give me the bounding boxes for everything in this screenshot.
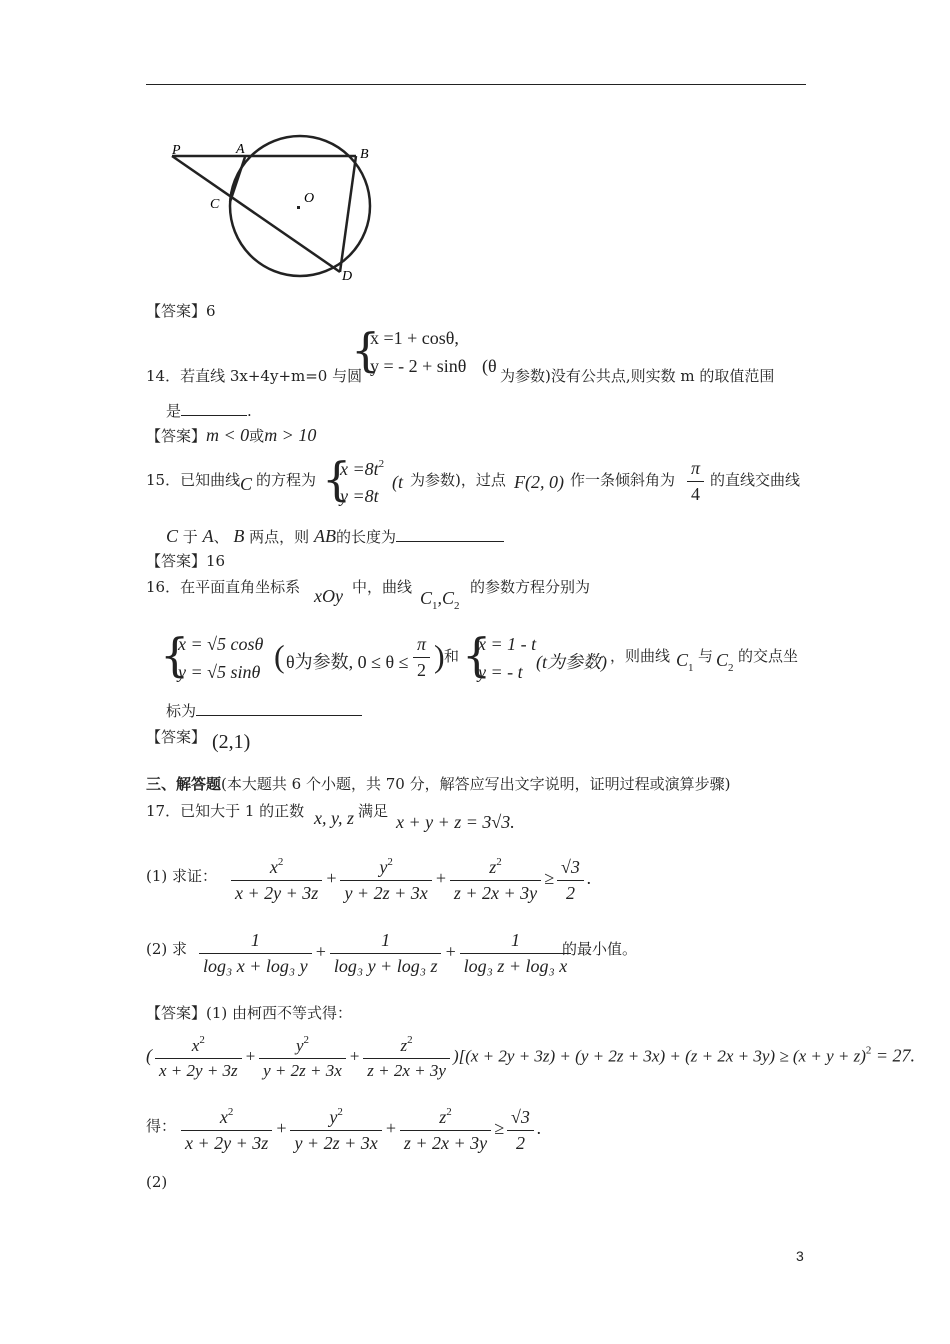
- q17-p2-end: (2): [146, 1173, 168, 1191]
- q17-line1: [146, 801, 304, 821]
- q17-p2-g2-num: 1: [330, 930, 442, 954]
- q16-line1: [146, 577, 300, 597]
- q15-B: B: [233, 526, 245, 546]
- q16-xOy: xOy: [314, 586, 343, 606]
- q17-num: 17．: [146, 802, 181, 820]
- label-B: B: [360, 147, 369, 162]
- q15-num: 15．: [146, 471, 181, 489]
- q16-text-f: 的交点坐: [738, 647, 799, 665]
- q17-answer-line: [146, 1003, 352, 1023]
- q14-eq1: x =1 + cosθ,: [370, 328, 459, 348]
- q14-blank: [181, 401, 247, 416]
- q15-text-a: 已知曲线: [180, 471, 241, 489]
- q17-p1-f1-den: x + 2y + 3z: [235, 883, 319, 903]
- q17-p1-f3-den: z + 2x + 3y: [453, 883, 538, 903]
- q14-num: 14．: [146, 367, 181, 385]
- q16-c1-frac: [410, 634, 433, 681]
- q16-c1-eq1: x = √5 cosθ: [178, 634, 264, 654]
- q15-eq1-sup: 2: [378, 458, 385, 470]
- q15-frac: [684, 458, 707, 505]
- q17-p1-expr: $\frac{x^2}{x + 2y + 3z}$ + $\frac{y^2}{y + 2z + 3x}$ + $\frac{z^2}{z + 2x + 3y}$ ≥ $\frac{√3}{2}$ .: [228, 856, 591, 904]
- line-AC: [230, 157, 245, 202]
- q16-answer: (2,1): [212, 731, 251, 753]
- q17-c-f2-sq: 2: [303, 1034, 309, 1046]
- q17-c-f3-num: z: [400, 1036, 408, 1055]
- q15-line2: [166, 526, 504, 547]
- q17-cauchy-end: = 27.: [871, 1045, 916, 1066]
- q17-result: $\frac{x^2}{x + 2y + 3z}$ + $\frac{y^2}{y + 2z + 3x}$ + $\frac{z^2}{z + 2x + 3y}$ ≥ $\frac{√3}{2}$ .: [178, 1106, 541, 1154]
- q17-p1-f3-sq: 2: [496, 856, 502, 868]
- q13-answer: 6: [206, 302, 216, 320]
- q17-cauchy-sq: 2: [865, 1044, 872, 1057]
- q15-text-d: 作一条倾斜角为: [570, 471, 676, 489]
- q16-paren-open: (: [274, 638, 285, 674]
- q17-p2-label: (2) 求: [146, 940, 188, 958]
- q16-and: 和: [444, 647, 460, 665]
- q16-c1-param: θ为参数, 0 ≤ θ ≤: [286, 652, 409, 672]
- q17-c-f1-num: x: [191, 1036, 200, 1055]
- q17-text-b: 满足: [358, 802, 389, 820]
- q15-text-b: 的方程为: [256, 471, 317, 489]
- q17-r-f1-sq: 2: [227, 1106, 234, 1118]
- label-O: O: [304, 191, 315, 206]
- label-C: C: [210, 197, 220, 212]
- answer-tag: 【答案】: [146, 728, 207, 746]
- center-dot: [297, 206, 300, 209]
- header-rule: [146, 84, 806, 85]
- q17-p1-f2-sq: 2: [387, 856, 393, 868]
- q15-line2-c: 的长度为: [335, 528, 396, 546]
- q16-blank: [196, 701, 362, 716]
- q16-C2: $C_2$: [716, 650, 734, 674]
- q14-param-sym: (θ: [482, 356, 497, 376]
- q17-c-f2-den: y + 2z + 3x: [263, 1061, 342, 1080]
- q16-line3: [166, 701, 362, 721]
- q14-ans2: m > 10: [264, 425, 317, 445]
- q17-r-rhs-num: √3: [507, 1107, 534, 1131]
- q17-c-f1-sq: 2: [199, 1034, 205, 1046]
- answer-tag: 【答案】: [146, 552, 207, 570]
- q17-cauchy: ( $\frac{x^2}{x + 2y + 3z}$ + $\frac{y^2}{y + 2z + 3x}$ + $\frac{z^2}{z + 2x + 3y}$ )[$(x + 2y + 3z) + (y + 2z + 3x) + (z + 2x + 3y) \ge (x + y + z)^2 = 27$.: [146, 1034, 916, 1080]
- q16-C2-text: C: [716, 650, 729, 670]
- q14-ans-or: 或: [249, 427, 265, 445]
- q14-answer-line: [146, 425, 316, 446]
- q17-r-f2-sq: 2: [337, 1106, 343, 1118]
- q16-line3-text: 标为: [166, 702, 197, 720]
- q17-cauchy-tail: )[(x + 2y + 3z) + (y + 2z + 3x) + (z + 2x + 3y) ≥ (x + y + z): [452, 1046, 866, 1066]
- q16-c1-frac-den: 2: [417, 660, 427, 680]
- q14-text-c: 是: [166, 402, 182, 420]
- q15-eq1: [340, 458, 384, 480]
- q16-c2-eq2: y = - t: [478, 662, 523, 682]
- answer-tag: 【答案】: [146, 427, 207, 445]
- q16-c2: C: [442, 588, 455, 608]
- q15-point: F(2, 0): [514, 472, 564, 492]
- q16-paren-close: ): [434, 638, 445, 674]
- q16-curves: $C_1,C_2$: [420, 588, 460, 612]
- q16-c2-param: (t为参数): [536, 652, 608, 672]
- q17-c-f3-sq: 2: [407, 1034, 413, 1046]
- q15-frac-num: π: [687, 458, 704, 482]
- q17-p2-g1-den: log₃ x + log₃ y: [203, 956, 308, 976]
- q17-p1-f1-num: x: [269, 857, 278, 877]
- q15-A: A: [202, 526, 214, 546]
- q14-text-d: .: [247, 402, 252, 420]
- q17-p2-g3-num: 1: [460, 930, 572, 954]
- q17-vars: x, y, z: [314, 808, 354, 828]
- q16-c2-param-text: t为参数: [542, 652, 602, 672]
- q16-c1: C: [420, 588, 433, 608]
- q17-p2-expr: $\frac{1}{\text{log₃ x + log₃ y}}$ + $\frac{1}{\text{log₃ y + log₃ z}}$ + $\frac{1}{\text{log₃ z + log₃ x}}$: [196, 930, 574, 977]
- q15-param: (t: [392, 472, 403, 492]
- label-P: P: [172, 143, 181, 158]
- q17-text-a: 已知大于 1 的正数: [180, 802, 305, 820]
- q15-line1: [146, 470, 240, 490]
- q17-r-f3-num: z: [439, 1107, 447, 1127]
- q17-p2-g1-num: 1: [199, 930, 312, 954]
- q16-c1-eq2: y = √5 sinθ: [178, 662, 261, 682]
- q16-brace2: {: [462, 628, 492, 682]
- q13-answer-line: [146, 301, 216, 321]
- q17-c-f1-den: x + 2y + 3z: [159, 1061, 238, 1080]
- q15-answer: 16: [206, 552, 226, 570]
- q16-brace1: {: [160, 628, 190, 682]
- q15-answer-line: [146, 551, 225, 571]
- q16-text-d: ，则曲线: [610, 647, 671, 665]
- q17-p1-f2-den: y + 2z + 3x: [344, 883, 428, 903]
- q17-de: 得：: [146, 1117, 177, 1135]
- line-BD: [340, 156, 356, 272]
- q17-p2-g3-den: log₃ z + log₃ x: [463, 956, 568, 976]
- answer-tag: 【答案】: [146, 302, 207, 320]
- q17-p1-rhs-num: √3: [557, 857, 584, 881]
- q15-frac-den: 4: [691, 484, 701, 504]
- q17-c-f3-den: z + 2x + 3y: [367, 1061, 446, 1080]
- q17-c-f2-num: y: [295, 1036, 304, 1055]
- q16-C1-text: C: [676, 650, 689, 670]
- q14-text-a: 若直线 3x+4y+m=0 与圆: [180, 367, 363, 385]
- q17-r-rhs-den: 2: [515, 1132, 525, 1153]
- q16-text-b: 中，曲线: [352, 578, 413, 596]
- geometry-figure: [160, 130, 400, 290]
- q16-c1-frac-num: π: [413, 634, 430, 658]
- q16-text-c: 的参数方程分别为: [470, 578, 591, 596]
- q16-c2-eq1: x = 1 - t: [478, 634, 537, 654]
- page-number: 3: [796, 1248, 804, 1264]
- q17-p1-f2-num: y: [379, 857, 388, 877]
- q15-text-e: 的直线交曲线: [710, 471, 801, 489]
- q17-r-f2-num: y: [329, 1107, 338, 1127]
- q15-line2-a: 于: [182, 528, 198, 546]
- q17-r-f3-den: z + 2x + 3y: [403, 1133, 488, 1153]
- q17-r-f3-sq: 2: [446, 1106, 452, 1118]
- q17-p1-label: (1) 求证：: [146, 867, 218, 885]
- label-A: A: [236, 142, 245, 157]
- q14-text-b: 为参数)没有公共点,则实数 m 的取值范围: [500, 367, 775, 385]
- q17-p1-rhs-den: 2: [565, 882, 575, 903]
- q16-C1: $C_1$: [676, 650, 694, 674]
- q17-p2-tail: 的最小值。: [562, 940, 638, 958]
- q14-eq2: y = - 2 + sinθ: [370, 356, 467, 376]
- q16-answer-line: [146, 727, 206, 747]
- q16-text-e: 与: [698, 647, 714, 665]
- q17-r-f1-num: x: [219, 1107, 228, 1127]
- q17-cond: x + y + z = 3√3.: [396, 812, 515, 832]
- q14-ans1: m < 0: [206, 425, 250, 445]
- q17-p1-f1-sq: 2: [277, 856, 284, 868]
- q17-p1-f3-num: z: [489, 857, 497, 877]
- q15-eq2: y =8t: [340, 486, 379, 506]
- q17-r-f2-den: y + 2z + 3x: [294, 1133, 378, 1153]
- q15-blank: [396, 527, 504, 542]
- q15-sep: 、: [213, 528, 229, 546]
- section3-note: (本大题共 6 个小题，共 70 分，解答应写出文字说明，证明过程或演算步骤): [221, 775, 731, 793]
- q15-AB: AB: [313, 526, 336, 546]
- section3-title: 三、解答题: [146, 775, 222, 793]
- q16-num: 16．: [146, 578, 181, 596]
- q14-line2: [166, 401, 252, 421]
- q17-ans-text: (1) 由柯西不等式得：: [206, 1004, 353, 1022]
- q15-line2-b: 两点，则: [249, 528, 310, 546]
- q17-r-f1-den: x + 2y + 3z: [185, 1133, 269, 1153]
- q16-text-a: 在平面直角坐标系: [180, 578, 301, 596]
- answer-tag: 【答案】: [146, 1004, 207, 1022]
- q15-eq1-text: x =8t: [340, 459, 379, 479]
- q17-p2-g2-den: log₃ y + log₃ z: [333, 956, 438, 976]
- q15-line2-C: C: [166, 526, 179, 546]
- q14-line1: [146, 366, 362, 386]
- section3-heading: [146, 774, 730, 794]
- q15-brace: {: [322, 452, 352, 506]
- label-D: D: [342, 269, 353, 284]
- q15-text-c: 为参数)，过点: [410, 471, 506, 489]
- line-PD: [172, 156, 340, 272]
- q14-brace: {: [351, 323, 381, 377]
- q15-C: C: [240, 474, 253, 494]
